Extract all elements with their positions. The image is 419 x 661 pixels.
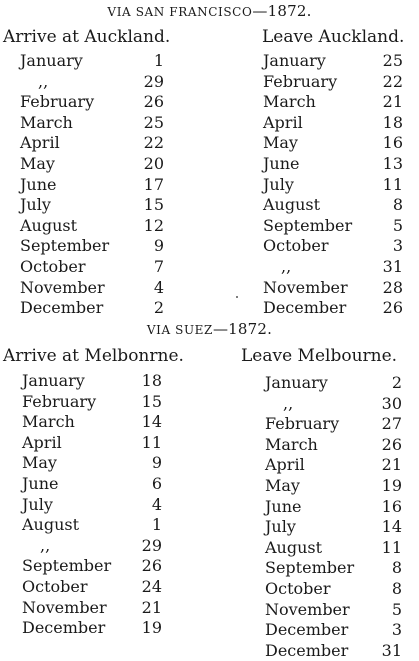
month-label: May (265, 475, 300, 495)
month-label: November (22, 597, 107, 617)
month-label: December (22, 618, 106, 638)
section-title-main: VIA SAN FRANCISCO (107, 5, 253, 19)
month-label: June (22, 473, 59, 493)
day-number: 29 (143, 71, 164, 91)
day-number: 26 (382, 298, 403, 318)
schedule-row (20, 278, 164, 299)
day-number: 21 (382, 92, 403, 112)
day-number: 11 (381, 537, 402, 557)
month-label: April (263, 112, 303, 132)
schedule-row (265, 373, 402, 394)
schedule-row (263, 133, 403, 154)
schedule-row (263, 175, 403, 196)
day-number: 31 (382, 256, 403, 276)
day-number: 20 (143, 153, 164, 173)
section-title-year: —1872. (212, 320, 273, 338)
month-label: May (263, 133, 298, 153)
month-label: July (22, 494, 53, 514)
month-label: November (263, 277, 348, 297)
month-label: February (22, 391, 97, 411)
month-label: February (265, 414, 340, 434)
schedule-row (22, 598, 162, 619)
schedule-row (20, 298, 164, 319)
month-label: October (265, 578, 331, 598)
schedule-row (22, 474, 162, 495)
day-number: 19 (141, 618, 162, 638)
day-number: 21 (141, 597, 162, 617)
day-number: 29 (141, 535, 162, 555)
day-number: 26 (381, 434, 402, 454)
schedule-row (22, 536, 162, 557)
month-label: ,, (40, 535, 51, 555)
day-number: 3 (391, 620, 402, 640)
schedule-row (20, 72, 164, 93)
schedule-row (20, 175, 164, 196)
schedule-row (265, 455, 402, 476)
schedule-row (22, 433, 162, 454)
schedule-row (265, 517, 402, 538)
month-label: August (263, 195, 321, 215)
day-number: 28 (382, 277, 403, 297)
month-label: August (265, 537, 323, 557)
day-number: 8 (392, 195, 403, 215)
section-title-suez (0, 320, 419, 338)
month-label: August (22, 515, 80, 535)
schedule-row (20, 257, 164, 278)
schedule-row (265, 497, 402, 518)
day-number: 13 (382, 153, 403, 173)
month-label: March (20, 112, 73, 132)
month-label: January (263, 51, 326, 70)
schedule-row (20, 51, 164, 72)
month-label: July (20, 195, 51, 215)
schedule-row (265, 620, 402, 641)
schedule-row (265, 414, 402, 435)
day-number: 22 (382, 71, 403, 91)
schedule-row (20, 195, 164, 216)
day-number: 4 (153, 277, 164, 297)
leave-melbourne-header: Leave Melbourne. (241, 346, 398, 366)
month-label: December (265, 620, 349, 640)
day-number: 5 (391, 599, 402, 619)
schedule-row (263, 72, 403, 93)
month-label: March (263, 92, 316, 112)
schedule-row (265, 538, 402, 559)
section-title-san-francisco (0, 2, 419, 20)
schedule-row (20, 216, 164, 237)
schedule-row (22, 453, 162, 474)
month-label: August (20, 215, 78, 235)
schedule-row (263, 154, 403, 175)
schedule-row (263, 298, 403, 319)
day-number: 15 (141, 391, 162, 411)
day-number: 25 (143, 112, 164, 132)
month-label: July (263, 174, 294, 194)
month-label: December (265, 640, 349, 660)
month-label: February (263, 71, 338, 91)
schedule-row (22, 618, 162, 639)
schedule-row (265, 600, 402, 621)
day-number: 14 (141, 412, 162, 432)
month-label: ,, (283, 393, 294, 413)
month-label: November (265, 599, 350, 619)
day-number: 24 (141, 576, 162, 596)
month-label: September (265, 558, 355, 578)
schedule-row (20, 92, 164, 113)
leave-auckland-header: Leave Auckland. (262, 27, 405, 47)
day-number: 4 (151, 494, 162, 514)
month-label: January (20, 51, 83, 70)
day-number: 22 (143, 133, 164, 153)
arrive-melbourne-list (22, 371, 162, 639)
schedule-row (22, 556, 162, 577)
month-label: November (20, 277, 105, 297)
schedule-row (20, 133, 164, 154)
schedule-row (263, 257, 403, 278)
day-number: 31 (381, 640, 402, 660)
day-number: 8 (391, 578, 402, 598)
day-number: 1 (151, 515, 162, 535)
schedule-row (263, 278, 403, 299)
month-label: April (265, 455, 305, 475)
schedule-row (22, 495, 162, 516)
month-label: October (20, 256, 86, 276)
leave-melbourne-list (265, 373, 402, 661)
month-label: May (22, 453, 57, 473)
day-number: 9 (153, 236, 164, 256)
day-number: 16 (381, 496, 402, 516)
schedule-row (265, 476, 402, 497)
day-number: 25 (382, 51, 403, 70)
schedule-row (265, 641, 402, 661)
schedule-row (22, 371, 162, 392)
day-number: 2 (153, 298, 164, 318)
leave-auckland-list (263, 51, 403, 319)
day-number: 8 (391, 558, 402, 578)
day-number: 12 (143, 215, 164, 235)
day-number: 27 (381, 414, 402, 434)
month-label: May (20, 153, 55, 173)
arrive-auckland-header: Arrive at Auckland. (3, 27, 171, 47)
month-label: December (20, 298, 104, 318)
section-title-year: —1872. (252, 2, 312, 20)
day-number: 5 (392, 215, 403, 235)
schedule-row (263, 51, 403, 72)
month-label: September (263, 215, 353, 235)
section-title-main: VIA SUEZ (146, 323, 213, 337)
schedule-row (20, 236, 164, 257)
month-label: January (265, 373, 328, 392)
day-number: 7 (153, 256, 164, 276)
day-number: 26 (141, 556, 162, 576)
day-number: 17 (143, 174, 164, 194)
schedule-row (263, 113, 403, 134)
day-number: 1 (153, 51, 164, 70)
day-number: 11 (141, 432, 162, 452)
day-number: 16 (382, 133, 403, 153)
month-label: October (22, 576, 88, 596)
arrive-auckland-list (20, 51, 164, 319)
day-number: 9 (151, 453, 162, 473)
month-label: February (20, 92, 95, 112)
schedule-row (20, 113, 164, 134)
day-number: 18 (382, 112, 403, 132)
day-number: 3 (392, 236, 403, 256)
arrive-melbourne-header: Arrive at Melbonrne. (3, 346, 184, 366)
month-label: April (22, 432, 62, 452)
month-label: April (20, 133, 60, 153)
day-number: 19 (381, 475, 402, 495)
month-label: June (20, 174, 57, 194)
month-label: ,, (281, 256, 292, 276)
month-label: March (265, 434, 318, 454)
print-speck (236, 296, 238, 298)
day-number: 21 (381, 455, 402, 475)
month-label: December (263, 298, 347, 318)
schedule-row (20, 154, 164, 175)
schedule-row (265, 394, 402, 415)
schedule-row (22, 515, 162, 536)
day-number: 30 (381, 393, 402, 413)
month-label: ,, (38, 71, 49, 91)
schedule-row (22, 577, 162, 598)
schedule-row (263, 216, 403, 237)
schedule-row (265, 558, 402, 579)
schedule-row (22, 392, 162, 413)
month-label: June (265, 496, 302, 516)
day-number: 15 (143, 195, 164, 215)
day-number: 14 (381, 517, 402, 537)
schedule-row (263, 195, 403, 216)
schedule-row (265, 579, 402, 600)
month-label: September (20, 236, 110, 256)
day-number: 11 (382, 174, 403, 194)
day-number: 6 (151, 473, 162, 493)
day-number: 2 (391, 373, 402, 392)
day-number: 26 (143, 92, 164, 112)
month-label: March (22, 412, 75, 432)
month-label: October (263, 236, 329, 256)
month-label: January (22, 371, 85, 390)
schedule-row (265, 435, 402, 456)
month-label: July (265, 517, 296, 537)
schedule-row (22, 412, 162, 433)
schedule-row (263, 92, 403, 113)
schedule-row (263, 236, 403, 257)
month-label: September (22, 556, 112, 576)
day-number: 18 (141, 371, 162, 390)
month-label: June (263, 153, 300, 173)
